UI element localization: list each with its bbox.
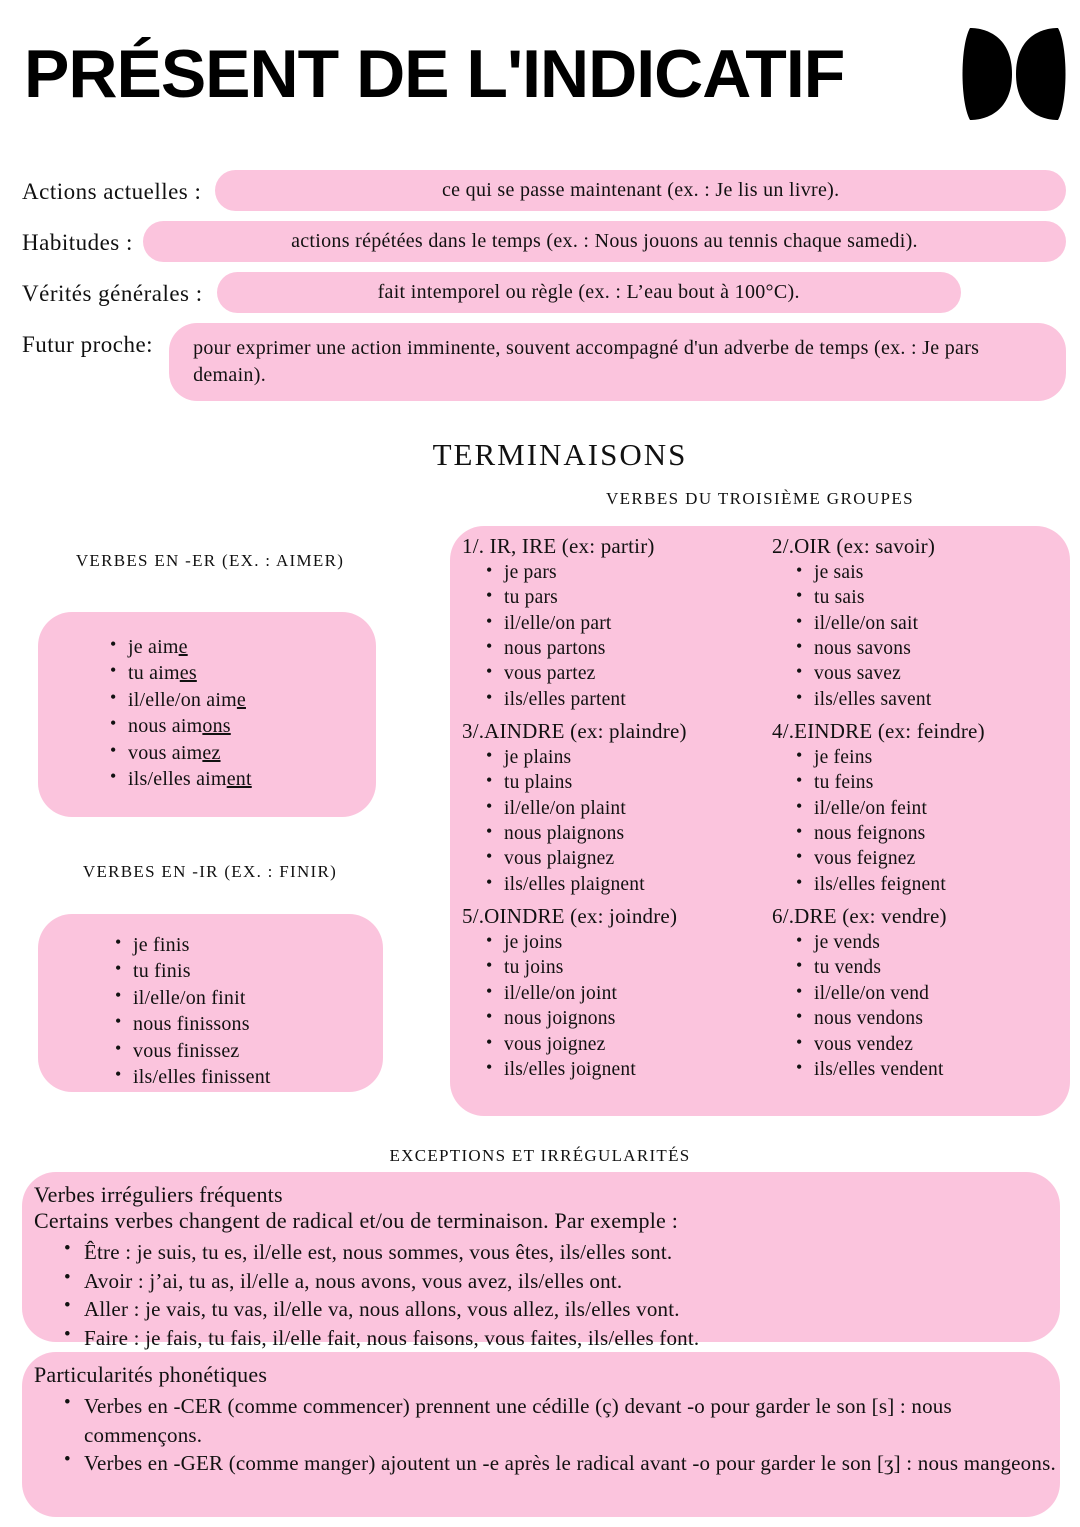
phonetic-particularities-card [22, 1352, 1060, 1517]
list-item: • je pars [484, 560, 762, 585]
list-item: • je aime [108, 634, 376, 660]
list-item: • nous savons [794, 636, 1062, 661]
ir-verbs-heading: VERBES EN -IR (EX. : FINIR) [82, 862, 338, 881]
exceptions-heading: EXCEPTIONS ET IRRÉGULARITÉS [389, 1146, 691, 1165]
conjugation-list [462, 560, 762, 712]
irregular-verbs-list [22, 1238, 1060, 1352]
third-group-block-1 [462, 534, 762, 712]
conjugation-list [772, 930, 1062, 1082]
sub-title: 6/.DRE (ex: vendre) [772, 904, 947, 929]
irregular-verbs-title: Verbes irréguliers fréquents [34, 1182, 283, 1207]
list-item: • je vends [794, 930, 1062, 955]
usage-text: pour exprimer une action imminente, souvent accompagné d'un adverbe de temps (ex. : Je pars demain). [169, 323, 1066, 401]
er-verbs-heading: VERBES EN -ER (EX. : AIMER) [75, 551, 345, 570]
list-item: • ils/elles aiment [108, 766, 376, 792]
third-group-block-2 [772, 534, 1062, 712]
list-item: • il/elle/on joint [484, 981, 762, 1006]
list-item: • tu finis [113, 958, 383, 984]
list-item: • vous savez [794, 661, 1062, 686]
list-item: • il/elle/on aime [108, 687, 376, 713]
list-item: • je feins [794, 745, 1062, 770]
usage-label: Habitudes : [22, 230, 133, 255]
third-group-block-6 [772, 904, 1062, 1082]
list-item: • ils/elles feignent [794, 872, 1062, 897]
usage-text: fait intemporel ou règle (ex. : L’eau bout à 100°C). [217, 272, 961, 313]
list-item: • tu vends [794, 955, 1062, 980]
list-item: • nous aimons [108, 713, 376, 739]
list-item: • ils/elles plaignent [484, 872, 762, 897]
usage-label: Actions actuelles : [22, 179, 202, 204]
usage-label: Vérités générales : [22, 281, 203, 306]
list-item: • vous partez [484, 661, 762, 686]
sub-title: 4/.EINDRE (ex: feindre) [772, 719, 985, 744]
list-item: • Être : je suis, tu es, il/elle est, nous sommes, vous êtes, ils/elles sont. [64, 1238, 1060, 1267]
list-item: • nous joignons [484, 1006, 762, 1031]
third-group-block-3 [462, 719, 762, 897]
list-item: • vous aimez [108, 740, 376, 766]
terminaisons-heading: TERMINAISONS [432, 437, 688, 472]
ir-verbs-card [38, 914, 383, 1092]
list-item: • vous vendez [794, 1032, 1062, 1057]
er-verbs-card [38, 612, 376, 817]
list-item: • tu pars [484, 585, 762, 610]
list-item: • ils/elles vendent [794, 1057, 1062, 1082]
list-item: • il/elle/on vend [794, 981, 1062, 1006]
list-item: • vous joignez [484, 1032, 762, 1057]
list-item: • Faire : je fais, tu fais, il/elle fait, nous faisons, vous faites, ils/elles font. [64, 1324, 1060, 1353]
list-item: • il/elle/on feint [794, 796, 1062, 821]
irregular-verbs-subtitle: Certains verbes changent de radical et/ou de terminaison. Par exemple : [34, 1208, 679, 1233]
list-item: • nous feignons [794, 821, 1062, 846]
irregular-verbs-card [22, 1172, 1060, 1350]
usages-section [22, 170, 1066, 411]
conjugation-list [772, 745, 1062, 897]
list-item: • je plains [484, 745, 762, 770]
list-item: • il/elle/on plaint [484, 796, 762, 821]
sub-title: 2/.OIR (ex: savoir) [772, 534, 936, 558]
list-item: • nous plaignons [484, 821, 762, 846]
usage-text: ce qui se passe maintenant (ex. : Je lis un livre). [215, 170, 1066, 211]
third-group-block-4 [772, 719, 1062, 897]
title-row [24, 28, 1066, 120]
conjugation-list [462, 745, 762, 897]
usage-row [22, 170, 1066, 211]
usage-row [22, 221, 1066, 262]
list-item: • nous partons [484, 636, 762, 661]
list-item: • nous vendons [794, 1006, 1062, 1031]
list-item: • il/elle/on sait [794, 611, 1062, 636]
list-item: • tu feins [794, 770, 1062, 795]
third-group-heading: VERBES DU TROISIÈME GROUPES [605, 489, 915, 508]
bowtie-icon [962, 28, 1066, 120]
list-item: • il/elle/on finit [113, 985, 383, 1011]
list-item: • il/elle/on part [484, 611, 762, 636]
list-item: • tu sais [794, 585, 1062, 610]
list-item: • je finis [113, 932, 383, 958]
third-group-block-5 [462, 904, 762, 1082]
ir-conjugation-list [38, 914, 383, 1090]
phonetic-title: Particularités phonétiques [34, 1362, 268, 1387]
sub-title: 3/.AINDRE (ex: plaindre) [462, 719, 687, 744]
list-item: • ils/elles joignent [484, 1057, 762, 1082]
usage-text: actions répétées dans le temps (ex. : Nous jouons au tennis chaque samedi). [143, 221, 1066, 262]
list-item: • tu aimes [108, 660, 376, 686]
third-group-grid [462, 534, 1062, 1089]
list-item: • Avoir : j’ai, tu as, il/elle a, nous avons, vous avez, ils/elles ont. [64, 1267, 1060, 1296]
conjugation-list [772, 560, 1062, 712]
list-item: • tu plains [484, 770, 762, 795]
usage-row [22, 272, 1066, 313]
er-conjugation-list [38, 612, 376, 792]
sub-title: 5/.OINDRE (ex: joindre) [462, 904, 678, 929]
list-item: • Verbes en -CER (comme commencer) prennent une cédille (ç) devant -o pour garder le son [s] : nous commençons. [64, 1392, 1060, 1449]
usage-row [22, 323, 1066, 401]
list-item: • ils/elles partent [484, 687, 762, 712]
list-item: • vous plaignez [484, 846, 762, 871]
sub-title: 1/. IR, IRE (ex: partir) [462, 534, 655, 558]
conjugation-list [462, 930, 762, 1082]
list-item: • nous finissons [113, 1011, 383, 1037]
list-item: • vous finissez [113, 1038, 383, 1064]
list-item: • ils/elles finissent [113, 1064, 383, 1090]
phonetic-list [22, 1392, 1060, 1478]
list-item: • ils/elles savent [794, 687, 1062, 712]
list-item: • Aller : je vais, tu vas, il/elle va, nous allons, vous allez, ils/elles vont. [64, 1295, 1060, 1324]
page-title: PRÉSENT DE L'INDICATIF [24, 36, 845, 112]
list-item: • Verbes en -GER (comme manger) ajoutent un -e après le radical avant -o pour garder le son [ʒ] : nous mangeons. [64, 1449, 1060, 1478]
list-item: • vous feignez [794, 846, 1062, 871]
list-item: • je sais [794, 560, 1062, 585]
list-item: • je joins [484, 930, 762, 955]
usage-label: Futur proche: [22, 332, 154, 357]
list-item: • tu joins [484, 955, 762, 980]
